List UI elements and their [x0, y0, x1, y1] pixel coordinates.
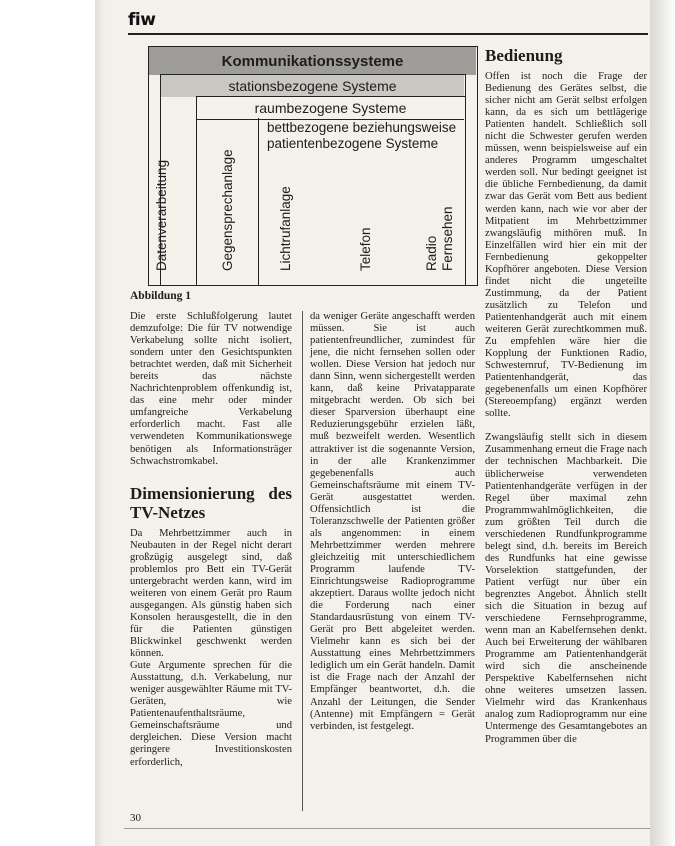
left-column [130, 311, 292, 769]
magazine-logo: fiw [128, 10, 156, 30]
paragraph: Zwangsläufig stellt sich in diesem Zusammenhang erneut die Frage nach der technischen Machbarkeit. Die üblicherweise verwendeten Patientenhandgeräte verfügen in der Regel über maximal zehn Programmwahlmöglichkeiten, die zum größten Teil durch die verschiedenen Rundfunkprogramme belegt sind, d.h. bereits im Bereich des Rundfunks hat eine gewisse Vorselektion stattgefunden, der Patient verfügt nur über ein begrenztes Angebot. Ähnlich stellt sich die Situation in bezug auf verschiedene Fernsehprogramme, wenn man an Kabelfernsehen denkt. Auch bei Erweiterung der wählbaren Programme am Patientenhandgerät wird sich die anscheinende Perspektive Kabelfernsehen nicht ohne weiteres umsetzen lassen. Vielmehr wird das Krankenhaus analog zum Radioprogramm nur eine Untermenge des Gesamtangebotes an Programmen über die [485, 432, 647, 745]
right-column [485, 46, 647, 746]
footer-rule [124, 828, 650, 829]
bett-label: bettbezogene beziehungsweise patientenbezogene Systeme [267, 120, 457, 151]
column-rule [302, 311, 303, 811]
station-label: stationsbezogene Systeme [161, 75, 464, 97]
paragraph: da weniger Geräte angeschafft werden müssen. Sie ist auch patientenfreundlicher, zumindest für jene, die nicht fernsehen sollen oder wollen. Diese Version hat jedoch nur dann Sinn, wenn sichergestellt werden kann, daß keine Privatapparate mitgebracht werden. Ob sich bei dieser Sparversion überhaupt eine Reduzierungsgebühr erzielen läßt, muß bezweifelt werden. Wesentlich attraktiver ist die sogenannte Version, in der alle Krankenzimmer gegebenenfalls auch Gemeinschaftsräume mit einem TV-Gerät ausgestattet werden. Offensichtlich ist die Toleranzschwelle der Patienten größer als angenommen: in einem Mehrbettzimmer werden mehrere gleichzeitig mit unterschiedlichem Programm laufende TV-Einrichtungsweise Radioprogramme akzeptiert. Daraus wollte jedoch nicht die Forderung nach einer Standardausrüstung von einem TV-Gerät pro Bett abgeleitet werden. Vielmehr kann es sich bei der Ausstattung eines Mehrbettzimmers lediglich um ein Gerät handeln. Damit ist die Frage nach der Anzahl der Empfänger beantwortet, d.h. die Anzahl der Leitungen, die Sender (Antenne) mit Empfängern = Gerät verbinden, ist festgelegt. [310, 311, 475, 732]
figure-caption: Abbildung 1 [130, 290, 192, 302]
section-heading: Bedienung [485, 46, 563, 65]
page-number: 30 [130, 812, 141, 824]
header-rule [128, 33, 648, 35]
paragraph: Da Mehrbettzimmer auch in Neubauten in der Regel nicht derart großzügig ausgelegt sind, daß problemlos pro Bett ein TV-Gerät untergebracht werden kann, wird im weiteren von einem Gerät pro Raum ausgegangen. Als günstig haben sich Konsolen herausgestellt, die in den für die Patienten günstigen Blickwinkel geschwenkt werden können. [130, 527, 292, 660]
paragraph: Offen ist noch die Frage der Bedienung des Gerätes selbst, die sicher nicht am Gerät selbst erfolgen kann, da es sich um bettlägerige Patienten handelt. Schließlich soll nicht die Schwester gerufen werden müssen, wenn beispielsweise auf ein anderes Programm umgeschaltet werden soll. Nur bedingt geeignet ist die übliche Fernbedienung, da damit zwar das Gerät vom Bett aus bedient werden kann, nach wie vor aber der Mitpatient im Mehrbettzimmer zwangsläufig mithören muß. In Einzelfällen wird hier ein mit der Fernbedienung gekoppelter Kopfhörer angeboten. Diese Version findet nicht die ungeteilte Zustimmung, da der Patient zusätzlich zu Telefon und Patientenhandgerät auch mit einem weiteren Gerät zurechtkommen muß. Zu empfehlen wäre hier die Kopplung der Funktionen Radio, Schwesternruf, TV-Bedienung im Patientenhandgerät, das gegebenenfalls um einen Kopfhörer (Stereoempfang) ergänzt werden sollte. [485, 71, 647, 420]
licht-label: Lichtrufanlage [278, 186, 293, 271]
paragraph: Gute Argumente sprechen für die Ausstattung, d.h. Verkabelung, nur weniger ausgewählter Räume mit TV-Geräten, wie Patientenaufenthaltsräume, Gemeinschaftsräume und dergleichen. Diese Version macht geringere Investitionskosten erforderlich, [130, 660, 292, 768]
daten-label: Datenverarbeitung [154, 159, 169, 271]
systems-diagram [148, 46, 478, 286]
fernsehen-label: Fernsehen [440, 206, 455, 271]
page-edge [650, 0, 675, 846]
komm-label: Kommunikationssysteme [149, 47, 476, 75]
gegen-label: Gegensprechanlage [220, 149, 235, 271]
paragraph: Die erste Schlußfolgerung lautet demzufolge: Die für TV notwendige Verkabelung sollte nicht isoliert, sondern unter den Gesichtspunkten betrachtet werden, daß mit Sicherheit bereits das nächste Nachrichtenproblem offenkundig ist, das eine mehr oder minder umfangreiche Verkabelung erforderlich macht. Fast alle verwendeten Kommunikationswege benötigen als Informationsträger Schwachstromkabel. [130, 311, 292, 467]
raum-label: raumbezogene Systeme [197, 97, 464, 120]
section-heading: Dimensionierung des TV-Netzes [130, 483, 292, 522]
radio-label: Radio [424, 235, 439, 271]
middle-column [310, 311, 475, 733]
gutter-shadow [95, 0, 105, 846]
telefon-label: Telefon [358, 227, 373, 271]
